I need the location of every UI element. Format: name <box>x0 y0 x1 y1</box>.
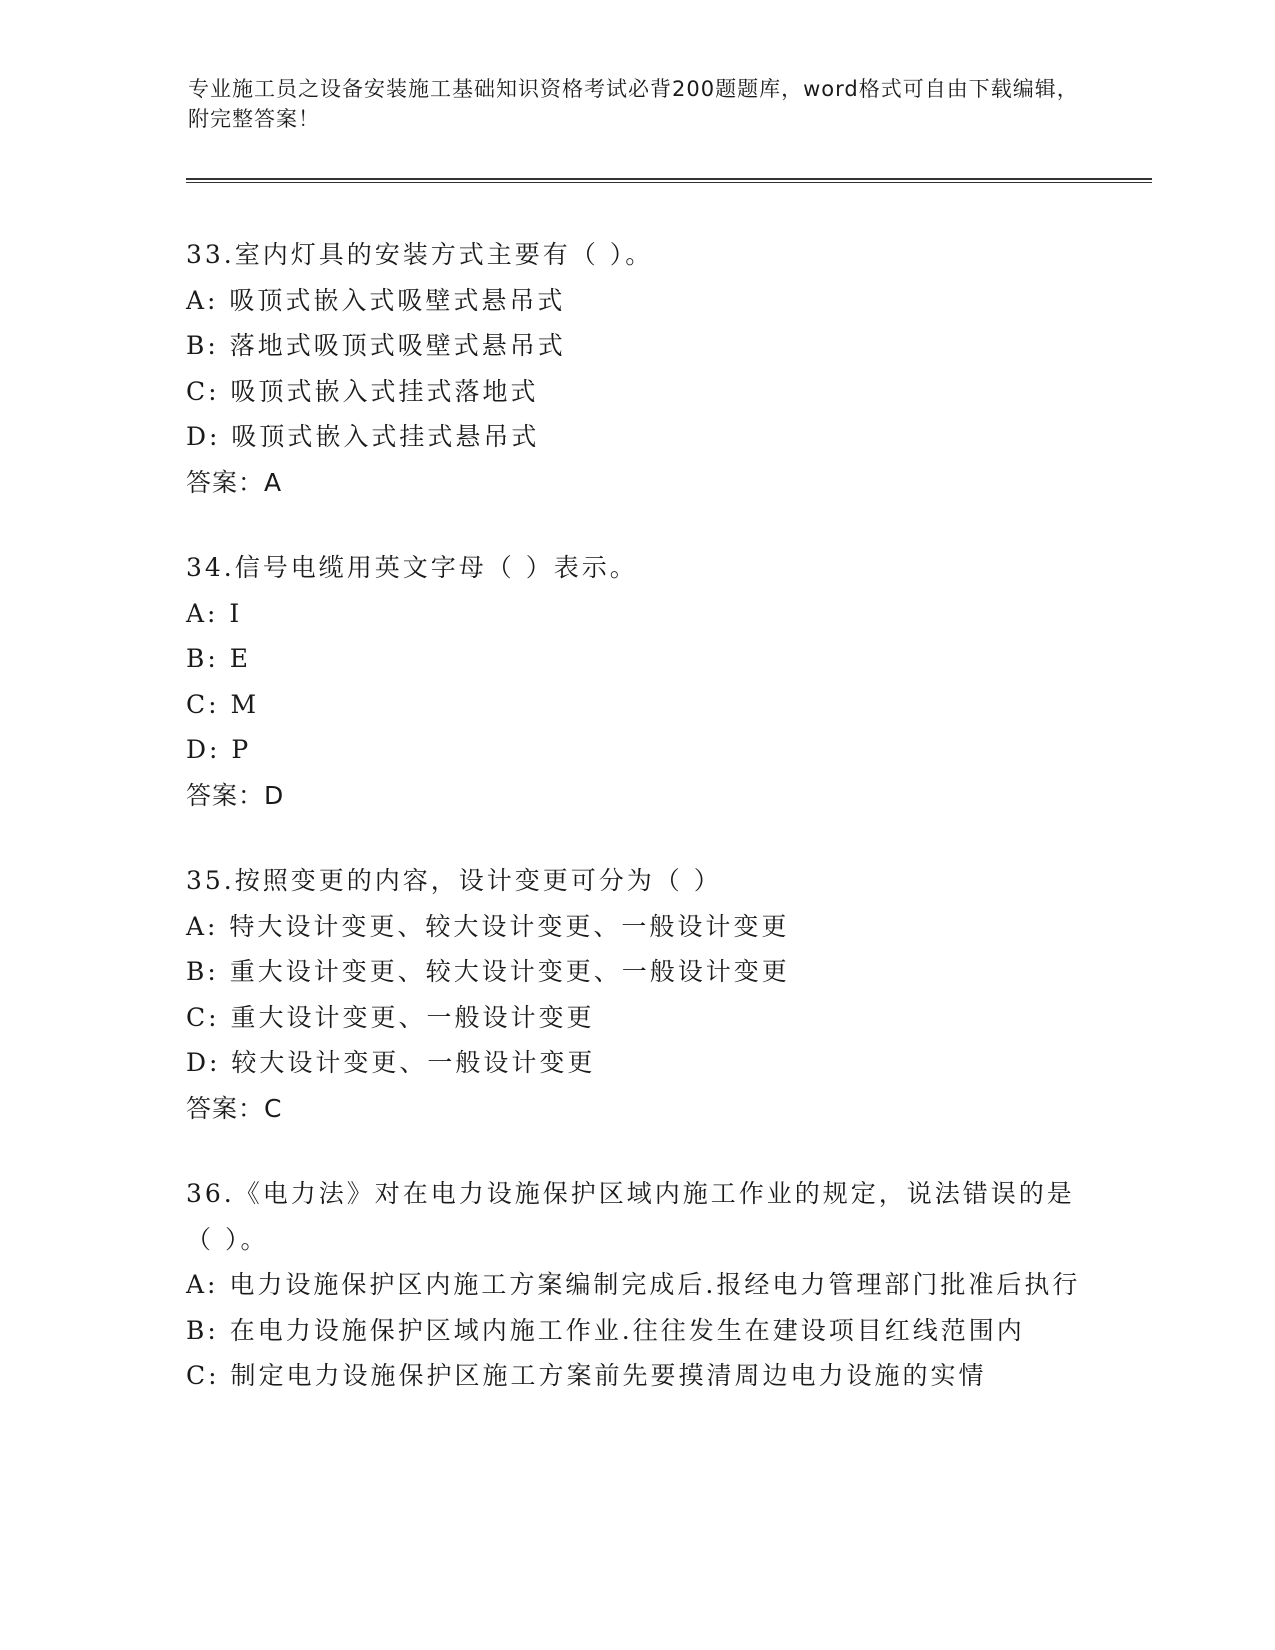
question-list <box>186 232 1086 1439</box>
question-stem: 36.《电力法》对在电力设施保护区域内施工作业的规定，说法错误的是（ ）。 <box>186 1179 1075 1254</box>
question-33 <box>186 232 1086 505</box>
answer-line: 答案：D <box>186 780 285 810</box>
option-d: D: 吸顶式嵌入式挂式悬吊式 <box>186 422 540 451</box>
option-b: B: 落地式吸顶式吸壁式悬吊式 <box>186 331 566 360</box>
option-c: C: 重大设计变更、一般设计变更 <box>186 1002 595 1032</box>
question-35 <box>186 858 1086 1131</box>
option-b: B: 重大设计变更、较大设计变更、一般设计变更 <box>186 957 790 986</box>
option-d: D: P <box>186 735 252 764</box>
question-stem: 35.按照变更的内容，设计变更可分为（ ） <box>186 866 722 895</box>
option-a: A: 特大设计变更、较大设计变更、一般设计变更 <box>186 911 790 941</box>
option-b: B: E <box>186 644 251 673</box>
question-36 <box>186 1171 1086 1399</box>
document-header: 专业施工员之设备安装施工基础知识资格考试必背200题题库，word格式可自由下载编辑，附完整答案！ <box>188 77 1079 131</box>
option-b: B: 在电力设施保护区域内施工作业.往往发生在建设项目红线范围内 <box>186 1315 1025 1345</box>
question-stem: 34.信号电缆用英文字母（ ）表示。 <box>186 553 638 582</box>
answer-line: 答案：C <box>186 1093 283 1123</box>
option-a: A: 电力设施保护区内施工方案编制完成后.报经电力管理部门批准后执行 <box>186 1270 1081 1299</box>
option-c: C: 吸顶式嵌入式挂式落地式 <box>186 376 539 406</box>
question-stem: 33.室内灯具的安装方式主要有（ ）。 <box>186 240 654 269</box>
option-a: A: I <box>186 598 243 628</box>
option-a: A: 吸顶式嵌入式吸壁式悬吊式 <box>186 285 566 315</box>
question-34 <box>186 545 1086 818</box>
header-divider <box>186 178 1152 183</box>
option-c: C: M <box>186 689 260 719</box>
option-c: C: 制定电力设施保护区施工方案前先要摸清周边电力设施的实情 <box>186 1361 987 1390</box>
option-d: D: 较大设计变更、一般设计变更 <box>186 1048 596 1077</box>
answer-line: 答案：A <box>186 467 283 497</box>
